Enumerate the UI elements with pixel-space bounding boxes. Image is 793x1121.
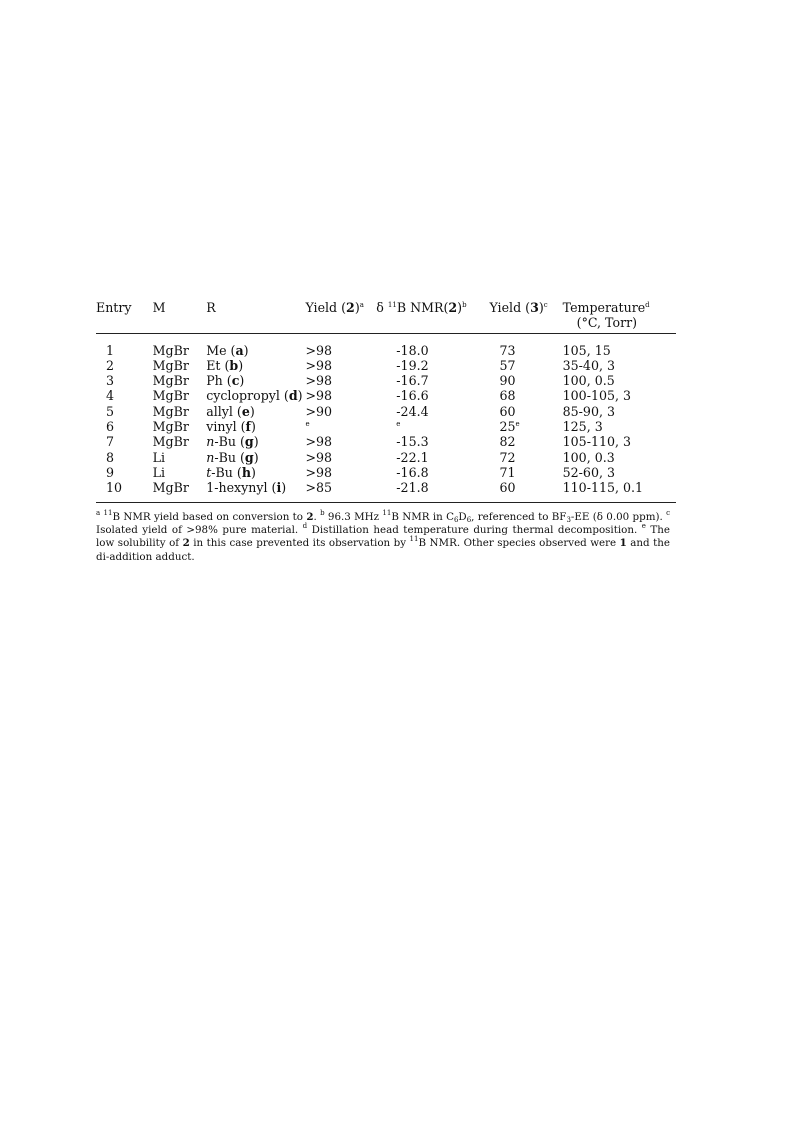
cell-r: n-Bu (g): [206, 434, 259, 450]
cell-yield2: >98: [305, 449, 333, 465]
cell-r: allyl (e): [206, 403, 255, 419]
results-table: [96, 296, 676, 503]
table-row: [96, 388, 676, 403]
cell-yield2: >98: [305, 342, 333, 358]
cell-temperature: 125, 3: [562, 419, 603, 435]
cell-yield3: 68: [499, 388, 516, 404]
cell-yield2: >98: [305, 434, 333, 450]
table-row: [96, 358, 676, 373]
cell-yield2: >98: [305, 464, 333, 480]
cell-yield3: 60: [489, 480, 562, 502]
cell-entry: 7: [106, 434, 115, 450]
col-yield2-header: Yield $(2)^a$: [305, 296, 376, 333]
cell-temperature: 100-105, 3: [562, 388, 632, 404]
cell-r: 1-hexynyl (i): [206, 480, 305, 502]
table-row: [96, 419, 676, 434]
col-m-header: M: [153, 296, 207, 333]
header-row: [96, 296, 676, 333]
cell-temperature: 85-90, 3: [562, 403, 615, 419]
cell-r: Et (b): [206, 357, 244, 373]
cell-yield2: >90: [305, 403, 333, 419]
cell-entry: 2: [106, 357, 115, 373]
table-body: [96, 333, 676, 502]
cell-entry: 3: [106, 373, 115, 389]
cell-nmr: -16.6: [396, 388, 429, 404]
table-row: [96, 404, 676, 419]
cell-nmr: -19.2: [396, 357, 429, 373]
cell-entry: 1: [106, 342, 115, 358]
cell-r: t-Bu (h): [206, 464, 256, 480]
cell-yield3: 57: [499, 357, 516, 373]
document: [96, 296, 676, 564]
cell-nmr: -22.1: [396, 449, 429, 465]
cell-temperature: 52-60, 3: [562, 464, 615, 480]
cell-nmr: -18.0: [396, 342, 429, 358]
table-row: [96, 333, 676, 358]
cell-m: MgBr: [152, 373, 189, 389]
cell-yield3: 90: [499, 373, 516, 389]
cell-yield2: e: [305, 420, 310, 429]
cell-temperature: 105, 15: [562, 342, 611, 358]
cell-entry: 9: [106, 464, 115, 480]
cell-yield2: >98: [305, 388, 333, 404]
cell-yield3: 71: [499, 464, 516, 480]
cell-temperature: 35-40, 3: [562, 357, 615, 373]
cell-m: MgBr: [152, 419, 189, 435]
cell-temperature: 100, 0.3: [562, 449, 615, 465]
table-row: [96, 373, 676, 388]
col-r-header: R: [206, 296, 305, 333]
table-row: [96, 480, 676, 502]
col-temperature-header: Temperature$^d$ (°C, Torr): [563, 296, 676, 333]
cell-temperature: 100, 0.5: [562, 373, 615, 389]
col-entry-header: Entry: [96, 296, 153, 333]
table-row: [96, 450, 676, 465]
table-row: [96, 465, 676, 480]
cell-r: n-Bu (g): [206, 449, 259, 465]
cell-m: MgBr: [152, 357, 189, 373]
cell-entry: 6: [106, 419, 115, 435]
cell-nmr: -15.3: [396, 434, 429, 450]
table-footnotes: $^a$ $^{11}$B NMR yield based on conversion to 2. $^b$ 96.3 MHz $^{11}$B NMR in $C_6D_6$, referenced to $BF_3-EE$ (δ 0.00 ppm). $^c$ Isolated yield of >98% pure material. $^d$ Distillation head temperature during thermal decomposition. $^e$ The low solubility of 2 in this case prevented its observation by $^{11}$B NMR. Other species observed were 1 and the di-addition adduct.: [96, 508, 671, 563]
cell-nmr: -24.4: [396, 403, 429, 419]
cell-m: MgBr: [153, 480, 207, 502]
cell-nmr: e: [396, 420, 401, 429]
cell-r: cyclopropyl (d): [206, 388, 303, 404]
cell-temperature: 110-115, 0.1: [563, 480, 676, 502]
cell-entry: 8: [106, 449, 115, 465]
cell-yield2: >98: [305, 373, 333, 389]
cell-yield2: >98: [305, 357, 333, 373]
cell-entry: 5: [106, 403, 115, 419]
cell-m: Li: [152, 464, 166, 480]
cell-m: MgBr: [152, 403, 189, 419]
cell-m: MgBr: [152, 434, 189, 450]
cell-temperature: 105-110, 3: [562, 434, 632, 450]
cell-yield3: 25e: [499, 419, 520, 435]
table-row: [96, 434, 676, 449]
cell-yield3: 72: [499, 449, 516, 465]
cell-entry: 10: [96, 480, 153, 502]
cell-m: MgBr: [152, 342, 189, 358]
cell-r: Me (a): [206, 342, 249, 358]
cell-m: MgBr: [152, 388, 189, 404]
cell-yield3: 73: [499, 342, 516, 358]
cell-r: vinyl (f): [206, 419, 256, 435]
cell-nmr: -16.7: [396, 373, 429, 389]
cell-entry: 4: [106, 388, 115, 404]
cell-yield2: >85: [305, 480, 376, 502]
col-nmr-header: δ $^{11}$B $NMR(2)^b$: [376, 296, 489, 333]
cell-r: Ph (c): [206, 373, 245, 389]
cell-nmr: -16.8: [396, 464, 429, 480]
cell-yield3: 82: [499, 434, 516, 450]
col-yield3-header: Yield $(3)^c$: [489, 296, 562, 333]
cell-yield3: 60: [499, 403, 516, 419]
cell-nmr: -21.8: [376, 480, 489, 502]
table-header: [96, 296, 676, 333]
cell-m: Li: [152, 449, 166, 465]
